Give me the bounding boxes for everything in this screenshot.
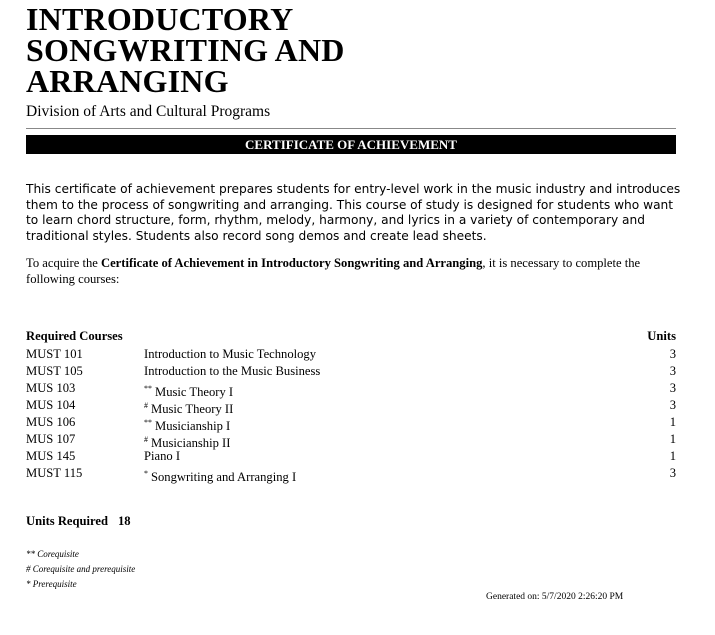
course-row bbox=[26, 465, 676, 482]
title-line-1: INTRODUCTORY bbox=[26, 1, 294, 37]
course-units: 3 bbox=[669, 364, 676, 378]
acquire-suffix: , it is necessary to complete the following courses: bbox=[26, 256, 641, 286]
acquire-prefix: To acquire the bbox=[26, 256, 101, 270]
course-code: MUS 145 bbox=[26, 449, 76, 463]
course-row bbox=[26, 448, 676, 465]
certificate-description: This certificate of achievement prepares students for entry-level work in the music industry and introduces them to the process of songwriting and arranging. This course of study is designed for students who want to learn chord structure, form, rhythm, melody, harmony, and lyrics in a variety of contemporary and traditional styles. Students also record song demos and create lead sheets. bbox=[26, 182, 681, 243]
requisite-mark: ** bbox=[144, 418, 152, 427]
course-name: Musicianship II bbox=[151, 436, 231, 450]
course-code: MUS 104 bbox=[26, 398, 76, 412]
course-units: 1 bbox=[669, 432, 676, 446]
required-courses-header: Required Courses bbox=[26, 329, 123, 343]
acquire-statement bbox=[26, 256, 686, 287]
course-code: MUS 103 bbox=[26, 381, 76, 395]
course-units: 3 bbox=[669, 466, 676, 480]
requisite-mark: # bbox=[144, 401, 148, 410]
course-row bbox=[26, 397, 676, 414]
requisite-mark: * bbox=[144, 469, 148, 478]
page-title bbox=[26, 1, 546, 99]
course-units: 3 bbox=[669, 381, 676, 395]
course-row bbox=[26, 380, 676, 397]
legend-prerequisite: * Prerequisite bbox=[26, 579, 77, 589]
course-name: Music Theory I bbox=[155, 385, 234, 399]
course-code: MUS 106 bbox=[26, 415, 76, 429]
requisite-mark: ** bbox=[144, 384, 152, 393]
units-required-label: Units Required bbox=[26, 514, 108, 528]
course-units: 1 bbox=[669, 415, 676, 429]
course-name: Music Theory II bbox=[151, 402, 234, 416]
course-name: Songwriting and Arranging I bbox=[151, 470, 297, 484]
course-title bbox=[144, 448, 180, 465]
course-name: Piano I bbox=[144, 449, 181, 463]
title-divider bbox=[26, 128, 676, 129]
course-title bbox=[144, 346, 316, 363]
units-header: Units bbox=[647, 329, 676, 343]
course-row bbox=[26, 431, 676, 448]
course-code: MUS 107 bbox=[26, 432, 76, 446]
course-name: Introduction to the Music Business bbox=[144, 364, 321, 378]
courses-header-row bbox=[26, 329, 676, 346]
course-title bbox=[144, 363, 320, 380]
courses-table bbox=[26, 329, 676, 482]
division-subtitle: Division of Arts and Cultural Programs bbox=[26, 103, 271, 120]
requisite-legend bbox=[26, 547, 135, 592]
course-code: MUST 115 bbox=[26, 466, 83, 480]
course-code: MUST 105 bbox=[26, 364, 83, 378]
title-line-3: ARRANGING bbox=[26, 63, 229, 99]
legend-coreq-and-prereq: # Corequisite and prerequisite bbox=[26, 564, 136, 574]
certificate-name: Certificate of Achievement in Introductory Songwriting and Arranging bbox=[101, 256, 483, 270]
course-units: 1 bbox=[669, 449, 676, 463]
course-title bbox=[144, 465, 296, 486]
course-row bbox=[26, 346, 676, 363]
legend-corequisite: ** Corequisite bbox=[26, 549, 79, 559]
course-code: MUST 101 bbox=[26, 347, 83, 361]
certificate-banner: CERTIFICATE OF ACHIEVEMENT bbox=[26, 135, 676, 154]
course-row bbox=[26, 414, 676, 431]
units-required bbox=[26, 514, 131, 529]
course-name: Introduction to Music Technology bbox=[144, 347, 317, 361]
requisite-mark: # bbox=[144, 435, 148, 444]
title-line-2: SONGWRITING AND bbox=[26, 32, 345, 68]
course-units: 3 bbox=[669, 347, 676, 361]
course-row bbox=[26, 363, 676, 380]
course-units: 3 bbox=[669, 398, 676, 412]
generated-timestamp: Generated on: 5/7/2020 2:26:20 PM bbox=[486, 592, 624, 602]
course-name: Musicianship I bbox=[155, 419, 231, 433]
units-required-value: 18 bbox=[118, 514, 131, 528]
